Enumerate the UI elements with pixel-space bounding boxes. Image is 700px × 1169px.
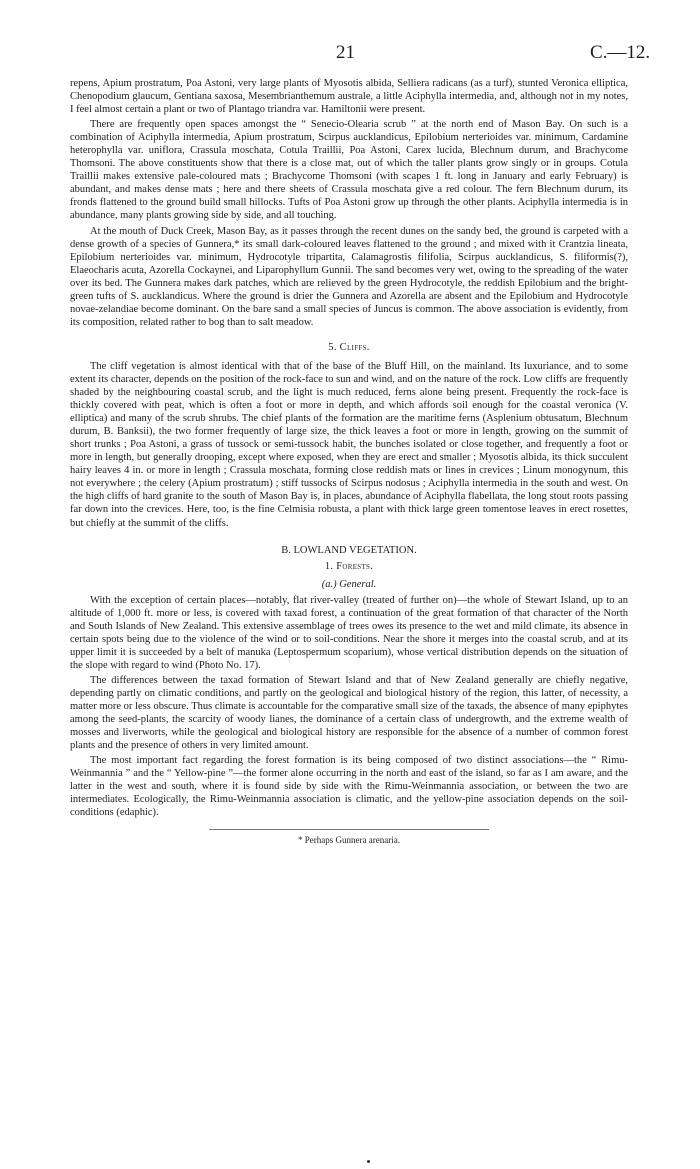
heading-general: (a.) General. <box>321 578 377 590</box>
heading-lowland-vegetation: B. LOWLAND VEGETATION. <box>281 544 417 556</box>
heading-forests: 1. Forests. <box>324 560 374 572</box>
paragraph-open-spaces: There are frequently open spaces amongst the “ Senecio-Olearia scrub ” at the north end of Mason Bay. On such is a combination of Aciphylla intermedia, Apium prostratum, Scirpus aucklandicus, Epilobium nerterioides var. minimum, Cardamine heterophylla var. uniflora, Crassula moschata, Cotula Traillii, Poa Astoni, Carex lucida, Blechnum durum, and Brachycome Thomsoni. The above constituents show that there is a close mat, out of which the taller plants grow singly or in groups. Cotula Traillii makes extensive pale-coloured mats ; Brachycome Thomsoni (with scapes 1 ft. long in January and early February) is abundant, and makes dense mats ; here and there sheets of Crassula moschata give a red colour. The fern Blechnum durum, its fronds flattened to the ground build small hillocks. Tufts of Poa Astoni grow up through the other plants. Aciphylla intermedia is in abundance, many plants growing side by side, and all touching. <box>70 119 628 222</box>
paragraph-cliffs: The cliff vegetation is almost identical with that of the base of the Bluff Hill, on the mainland. Its luxuriance, and to some extent its character, depends on the position of the rock-face to sun and wind, and on the nature of the rock. Low cliffs are frequently shaded by the neighbouring coastal scrub, and the light is much reduced, ferns alone being present. Frequently the rock-face is thickly covered with peat, which is often a foot or more in depth, and which affords soil enough for the coastal veronica (V. elliptica) and many of the scrub shrubs. The chief plants of the formation are the maritime ferns (Asplenium obtusatum, Blechnum durum, B. Banksii), the two former frequently of large size, the thick leaves a foot or more in length, growing on the summit of short trunks ; Poa Astoni, a grass of tussock or semi-tussock habit, the bunches isolated or close together, and frequently a foot or more in length, but generally drooping, except where exposed, when they are erect and smaller ; Myosotis albida, its thick succulent hairy leaves 4 in. or more in length ; Crassula moschata, forming close reddish mats or lines in crevices ; Linum monogynum, this not everywhere ; the celery (Apium prostratum) ; stiff tussocks of Scirpus nodosus ; Aciphylla intermedia in the south and west. On the high cliffs of hard granite to the south of Mason Bay is, in places, abundance of Aciphylla flabellata, the long stout roots passing far down into the crevices. Here, too, is the fine Celmisia robusta, a plant with thick large green tomentose leaves in erect rosettes, but chiefly at the summit of the cliffs. <box>70 360 628 529</box>
paragraph-duck-creek: At the mouth of Duck Creek, Mason Bay, as it passes through the recent dunes on the sandy bed, the ground is carpeted with a dense growth of a species of Gunnera,* its small dark-coloured leaves flattened to the ground ; and mixed with it Crantzia lineata, Epilobium nerterioides var. minimum, Hydrocotyle tripartita, Calamagrostis filifolia, Scirpus aucklandicus, S. filiformis(?), Elaeocharis acuta, Azorella Cockaynei, and Liparophyllum Gunnii. The sand becomes very wet, owing to the spreading of the water over its bed. The Gunnera makes dark patches, which are relieved by the green Hydrocotyle, the reddish Epilobium and the bright-green tufts of S. aucklandicus. Where the ground is drier the Gunnera and Azorella are absent and the Epilobium and Hydrocotyle novae-zelandiae become dominant. On the bare sand a small species of Juncus is common. The above association is evidently, from its composition, related rather to bog than to salt meadow. <box>70 225 628 328</box>
body-text <box>70 77 628 848</box>
paragraph-forest-general: With the exception of certain places—notably, flat river-valley (treated of further on)—the whole of Stewart Island, up to an altitude of 1,000 ft. more or less, is covered with taxad forest, a continuation of the great formation of that character of the North and South Islands of New Zealand. This extensive assemblage of trees owes its presence to the wet and mild climate, its absence in certain spots being due to the violence of the wind or to soil-conditions. Near the shore it merges into the coastal scrub, and at its upper limit it is succeeded by a belt of manuka (Leptospermum scoparium), whose vertical distribution depends on the situation of the slope with regard to wind (Photo No. 17). <box>70 594 628 671</box>
page-mark <box>367 1160 370 1163</box>
footnote-separator <box>209 829 489 830</box>
paragraph-forest-differences: The differences between the taxad formation of Stewart Island and that of New Zealand generally are chiefly negative, depending partly on climatic conditions, and partly on the geological and biological history of the region, this latter, of necessity, a matter more or less obscure. Thus climate is accountable for the comparative small size of the taxads, the absence of many epiphytes among the seed-plants, the scarcity of woody lianes, the dominance of a certain class of undergrowth, and the extreme wealth of mosses and liverworts, while the geological and biological history are responsible for the absence of a number of common forest plants and the presence of others in very limited amount. <box>70 674 628 752</box>
page-number: 21 <box>336 42 355 63</box>
paragraph-forest-associations: The most important fact regarding the forest formation is its being composed of two distinct associations—the “ Rimu-Weinmannia ” and the “ Yellow-pine ”—the former alone occurring in the north and east of the island, so far as I am aware, and the latter in the west and south, where it is found side by side with the Rimu-Weinmannia association, or between the two are intermediates. Ecologically, the Rimu-Weinmannia association is climatic, and the yellow-pine association depends on the soil-conditions (edaphic). <box>70 755 628 819</box>
paragraph-coastal-plants: repens, Apium prostratum, Poa Astoni, very large plants of Myosotis albida, Selliera radicans (as a turf), stunted Veronica elliptica, Chenopodium glaucum, Gentiana saxosa, Mesembrianthemum australe, a little Aciphylla intermedia, and, although not in my notes, I feel almost certain a plant or two of Plantago triandra var. Hamiltonii were present. <box>70 78 628 116</box>
document-code: C.—12. <box>590 42 651 63</box>
heading-cliffs: 5. Cliffs. <box>328 341 370 353</box>
footnote: * Perhaps Gunnera arenaria. <box>298 835 400 846</box>
